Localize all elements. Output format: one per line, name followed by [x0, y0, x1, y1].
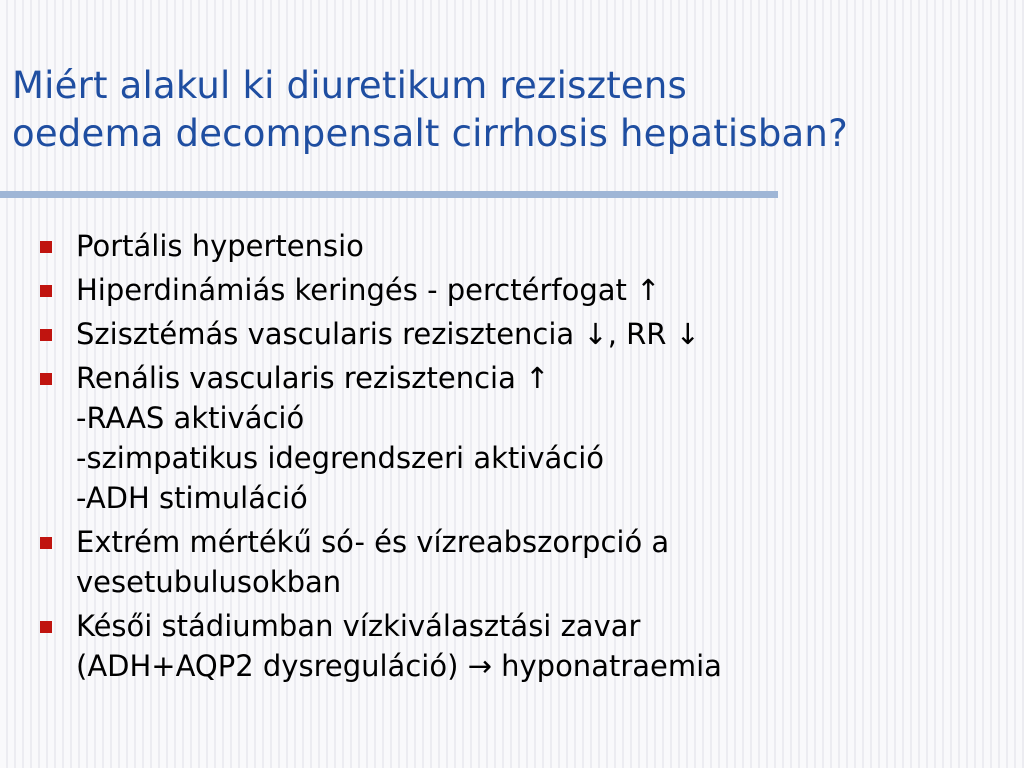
slide-title [12, 62, 1022, 158]
bullet-line: Portális hypertensio [76, 229, 364, 263]
square-bullet-icon [40, 373, 52, 385]
square-bullet-icon [40, 537, 52, 549]
bullet-line: Hiperdinámiás keringés - perctérfogat ↑ [76, 273, 661, 307]
bullet-sub-line-sympathetic: -szimpatikus idegrendszeri aktiváció [76, 441, 604, 475]
square-bullet-icon [40, 241, 52, 253]
bullet-item-portal-hypertension [0, 226, 1024, 266]
bullet-line: Renális vascularis rezisztencia ↑ [76, 361, 550, 395]
bullet-line-continued: vesetubulusokban [76, 565, 342, 599]
title-divider [0, 191, 778, 198]
bullet-item-late-stage [0, 606, 1024, 686]
bullet-sub-line-raas: -RAAS aktiváció [76, 401, 305, 435]
slide-title-line-2: oedema decompensalt cirrhosis hepatisban? [12, 112, 848, 155]
square-bullet-icon [40, 329, 52, 341]
bullet-item-hyperdynamic-circulation [0, 270, 1024, 310]
square-bullet-icon [40, 621, 52, 633]
square-bullet-icon [40, 285, 52, 297]
slide-title-line-1: Miért alakul ki diuretikum rezisztens [12, 64, 687, 107]
bullet-line: Késői stádiumban vízkiválasztási zavar [76, 609, 641, 643]
bullet-sub-line-adh: -ADH stimuláció [76, 481, 308, 515]
bullet-line: Szisztémás vascularis rezisztencia ↓, RR ↓ [76, 317, 700, 351]
bullet-list [0, 226, 1024, 690]
bullet-line: Extrém mértékű só- és vízreabszorpció a [76, 525, 670, 559]
bullet-line-continued: (ADH+AQP2 dysreguláció) → hyponatraemia [76, 649, 722, 683]
bullet-item-reabsorption [0, 522, 1024, 602]
bullet-item-systemic-resistance [0, 314, 1024, 354]
bullet-item-renal-resistance [0, 358, 1024, 518]
